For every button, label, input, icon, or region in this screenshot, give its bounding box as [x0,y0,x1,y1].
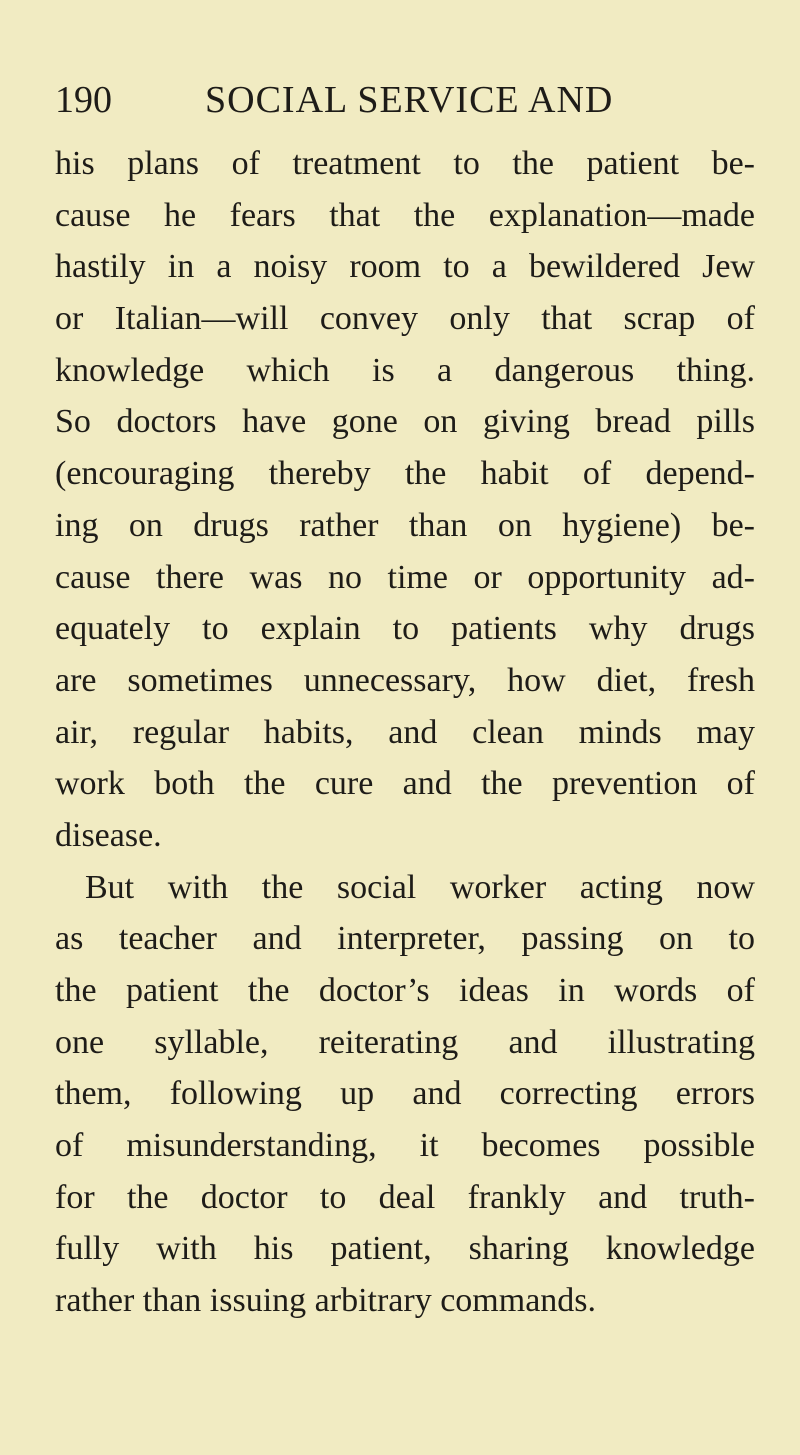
page-number: 190 [55,79,112,121]
text-line: So doctors have gone on giving bread pills [55,403,755,441]
running-head [55,75,755,125]
text-line: are sometimes unnecessary, how diet, fresh [55,661,755,699]
text-line: cause he fears that the explanation—made [55,196,755,234]
text-line: equately to explain to patients why drugs [55,610,755,648]
running-title: SOCIAL SERVICE AND [205,79,614,121]
text-line: his plans of treatment to the patient be- [55,145,755,182]
text-line: ing on drugs rather than on hygiene) be- [55,506,755,544]
text-line: as teacher and interpreter, passing on to [55,920,755,958]
text-line: fully with his patient, sharing knowledge [55,1230,755,1268]
text-line: or Italian—will convey only that scrap of [55,300,755,338]
text-line: disease. [55,816,162,854]
text-line: one syllable, reiterating and illustrating [55,1023,755,1061]
text-line: the patient the doctor’s ideas in words of [55,972,755,1009]
text-line: work both the cure and the prevention of [55,765,755,803]
text-line: them, following up and correcting errors [55,1075,755,1113]
body-text [55,138,755,1327]
text-line: air, regular habits, and clean minds may [55,713,755,751]
text-line: for the doctor to deal frankly and truth- [55,1178,755,1216]
text-line: knowledge which is a dangerous thing. [55,351,755,389]
text-line: (encouraging thereby the habit of depend- [55,455,755,493]
text-line: hastily in a noisy room to a bewildered Jew [55,248,755,286]
text-line: cause there was no time or opportunity ad- [55,558,755,596]
text-line: of misunderstanding, it becomes possible [55,1127,755,1165]
text-line: rather than issuing arbitrary commands. [55,1282,597,1320]
text-line: But with the social worker acting now [85,868,755,906]
